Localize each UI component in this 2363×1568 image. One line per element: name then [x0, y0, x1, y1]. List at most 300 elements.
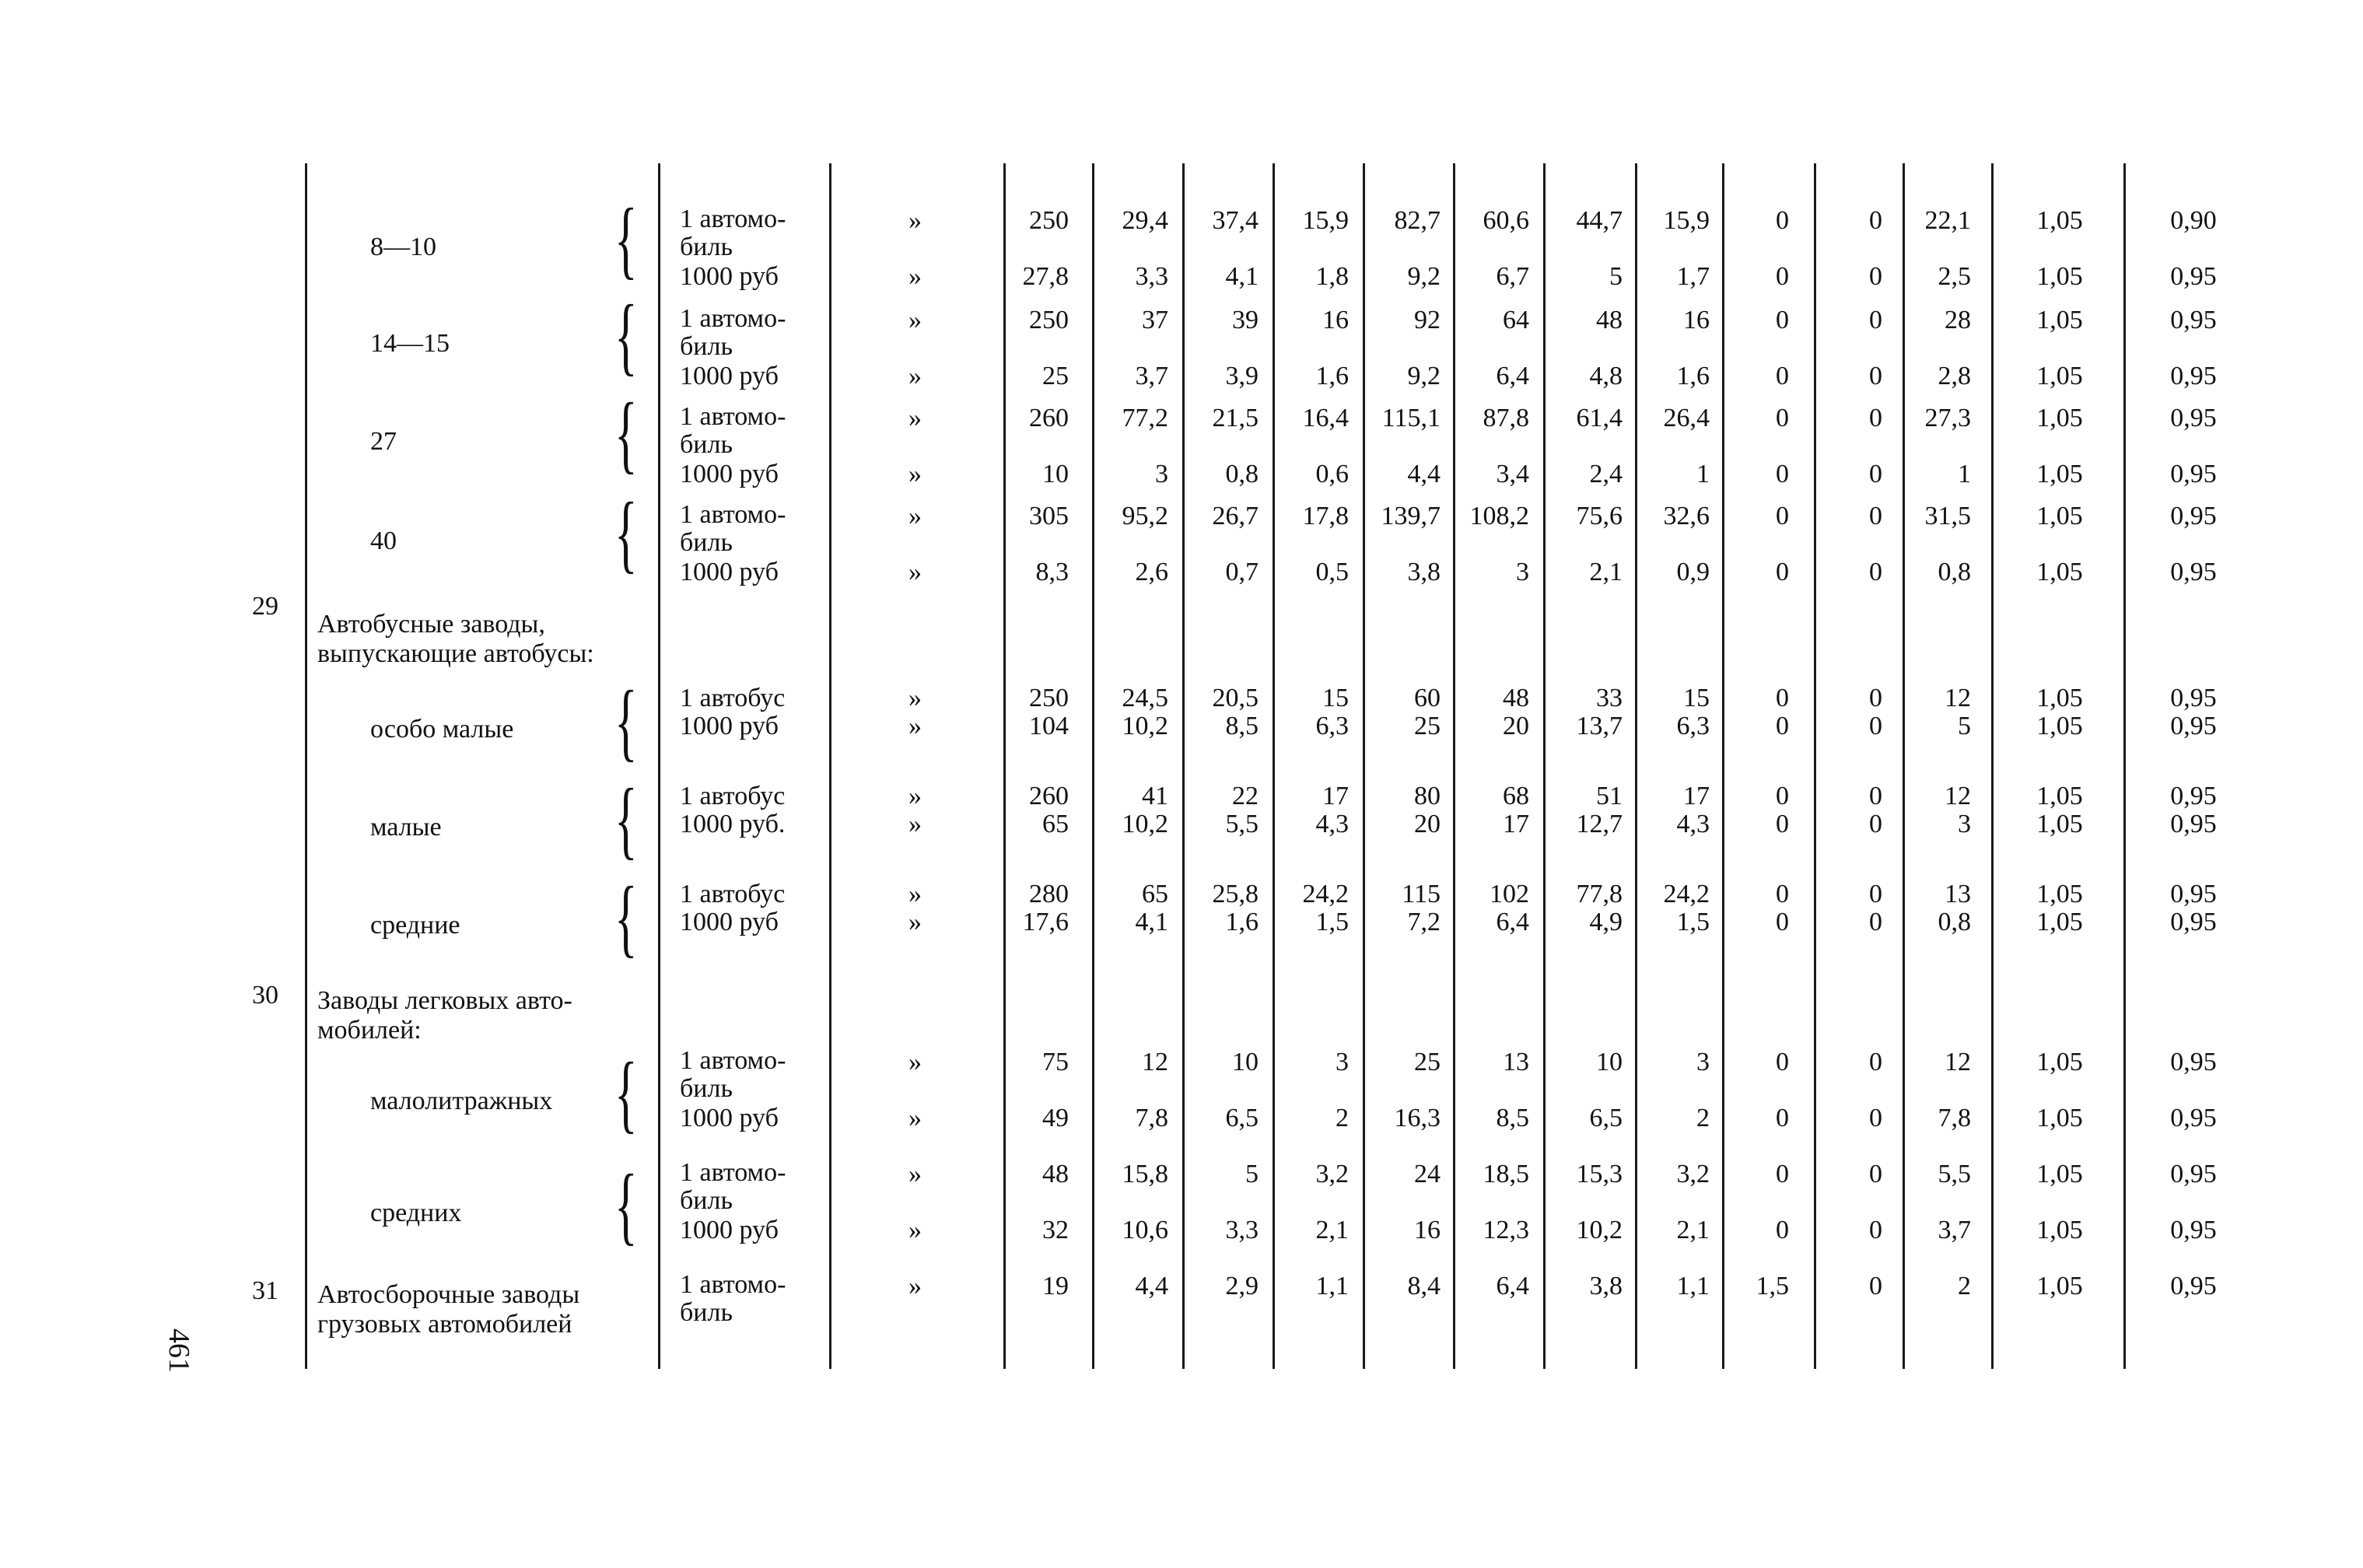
value-cell: 41: [1142, 782, 1168, 810]
value-cell: 3,2: [1315, 1160, 1349, 1188]
value-cell: 65: [1142, 880, 1168, 908]
value-cell: 2,1: [1676, 1216, 1710, 1244]
value-cell: 4,9: [1589, 908, 1623, 936]
unit-cell: 1 автомо- биль: [680, 304, 786, 361]
value-cell: 3,4: [1496, 460, 1529, 488]
column-rule: [2123, 163, 2126, 1369]
value-cell: 0: [1776, 262, 1789, 291]
value-cell: 0: [1776, 1104, 1789, 1132]
value-cell: 1,5: [1676, 908, 1710, 936]
value-cell: 0: [1776, 810, 1789, 838]
subrow-label: средних: [370, 1199, 462, 1227]
value-cell: 0: [1869, 1048, 1882, 1076]
unit-cell: 1000 руб: [680, 712, 779, 740]
value-cell: 6,7: [1496, 262, 1529, 291]
value-cell: 115: [1402, 880, 1441, 908]
subrow-label: малолитражных: [370, 1087, 553, 1115]
value-cell: 15,3: [1576, 1160, 1623, 1188]
value-cell: 1,05: [2036, 1104, 2083, 1132]
value-cell: 77,2: [1122, 404, 1168, 432]
value-cell: 0: [1869, 880, 1882, 908]
value-cell: 75: [1042, 1048, 1069, 1076]
value-cell: 1,05: [2036, 782, 2083, 810]
value-cell: 48: [1042, 1160, 1069, 1188]
value-cell: 0: [1869, 502, 1882, 530]
unit-cell: 1000 руб: [680, 460, 779, 488]
value-cell: 65: [1042, 810, 1069, 838]
value-cell: 0,95: [2170, 404, 2217, 432]
brace-glyph: {: [614, 1157, 638, 1254]
value-cell: 1,05: [2036, 908, 2083, 936]
value-cell: 37: [1142, 306, 1168, 334]
value-cell: 16: [1414, 1216, 1441, 1244]
value-cell: 9,2: [1407, 362, 1441, 390]
value-cell: 2: [1958, 1272, 1971, 1300]
value-cell: 6,4: [1496, 1272, 1529, 1300]
value-cell: 6,3: [1676, 712, 1710, 740]
value-cell: 0,95: [2170, 1048, 2217, 1076]
value-cell: 7,8: [1135, 1104, 1168, 1132]
row-number: 31: [252, 1276, 278, 1305]
value-cell: 3: [1958, 810, 1971, 838]
value-cell: 44,7: [1576, 206, 1623, 235]
value-cell: 25,8: [1212, 880, 1259, 908]
unit-cell: 1 автомо- биль: [680, 1046, 786, 1103]
value-cell: 1,8: [1315, 262, 1349, 291]
value-cell: 1: [1696, 460, 1710, 488]
ditto-mark: »: [908, 1272, 922, 1300]
value-cell: 80: [1414, 782, 1441, 810]
subrow-label: 14—15: [370, 329, 450, 358]
value-cell: 10,6: [1122, 1216, 1168, 1244]
value-cell: 3,3: [1225, 1216, 1259, 1244]
value-cell: 2,8: [1938, 362, 1971, 390]
subrow-label: 40: [370, 527, 397, 555]
value-cell: 1,05: [2036, 306, 2083, 334]
value-cell: 4,4: [1135, 1272, 1168, 1300]
value-cell: 12,3: [1483, 1216, 1529, 1244]
value-cell: 0: [1869, 908, 1882, 936]
value-cell: 0: [1869, 1216, 1882, 1244]
group-heading: Автосборочные заводы грузовых автомобилей: [317, 1280, 580, 1339]
value-cell: 18,5: [1483, 1160, 1529, 1188]
value-cell: 8,5: [1225, 712, 1259, 740]
brace-glyph: {: [614, 1045, 638, 1142]
value-cell: 1,05: [2036, 810, 2083, 838]
value-cell: 0,9: [1676, 558, 1710, 586]
ditto-mark: »: [908, 712, 922, 740]
value-cell: 25: [1414, 712, 1441, 740]
value-cell: 250: [1029, 306, 1069, 334]
column-rule: [305, 163, 307, 1369]
value-cell: 0,8: [1938, 558, 1971, 586]
value-cell: 1,05: [2036, 404, 2083, 432]
value-cell: 1,05: [2036, 460, 2083, 488]
value-cell: 0: [1869, 684, 1882, 712]
value-cell: 2,6: [1135, 558, 1168, 586]
value-cell: 13,7: [1576, 712, 1623, 740]
value-cell: 75,6: [1576, 502, 1623, 530]
value-cell: 0: [1869, 712, 1882, 740]
value-cell: 0: [1869, 306, 1882, 334]
unit-cell: 1 автобус: [680, 684, 786, 712]
value-cell: 6,5: [1589, 1104, 1623, 1132]
unit-cell: 1000 руб: [680, 1216, 779, 1244]
unit-cell: 1 автобус: [680, 782, 786, 810]
value-cell: 0,95: [2170, 306, 2217, 334]
value-cell: 33: [1596, 684, 1623, 712]
ditto-mark: »: [908, 1104, 922, 1132]
value-cell: 32: [1042, 1216, 1069, 1244]
value-cell: 2,1: [1589, 558, 1623, 586]
value-cell: 3: [1696, 1048, 1710, 1076]
value-cell: 12,7: [1576, 810, 1623, 838]
value-cell: 0,7: [1225, 558, 1259, 586]
value-cell: 0: [1869, 460, 1882, 488]
value-cell: 8,5: [1496, 1104, 1529, 1132]
value-cell: 0: [1776, 558, 1789, 586]
value-cell: 15,9: [1302, 206, 1349, 235]
value-cell: 1,6: [1315, 362, 1349, 390]
brace-glyph: {: [614, 674, 638, 770]
row-number: 30: [252, 981, 278, 1010]
value-cell: 24,2: [1663, 880, 1710, 908]
value-cell: 0: [1869, 782, 1882, 810]
group-heading: Автобусные заводы, выпускающие автобусы:: [317, 610, 594, 668]
value-cell: 0: [1869, 206, 1882, 235]
value-cell: 25: [1042, 362, 1069, 390]
subrow-label: 8—10: [370, 233, 436, 261]
value-cell: 16,3: [1394, 1104, 1441, 1132]
column-rule: [829, 163, 831, 1369]
ditto-mark: »: [908, 502, 922, 530]
value-cell: 21,5: [1212, 404, 1259, 432]
ditto-mark: »: [908, 1160, 922, 1188]
value-cell: 15,8: [1122, 1160, 1168, 1188]
value-cell: 12: [1142, 1048, 1168, 1076]
value-cell: 3,7: [1135, 362, 1168, 390]
unit-cell: 1000 руб.: [680, 810, 786, 838]
unit-cell: 1000 руб: [680, 1104, 779, 1132]
value-cell: 12: [1945, 684, 1971, 712]
value-cell: 4,3: [1676, 810, 1710, 838]
ditto-mark: »: [908, 362, 922, 390]
value-cell: 0: [1776, 908, 1789, 936]
value-cell: 1,05: [2036, 1216, 2083, 1244]
value-cell: 3,9: [1225, 362, 1259, 390]
value-cell: 24,5: [1122, 684, 1168, 712]
value-cell: 1,1: [1676, 1272, 1710, 1300]
value-cell: 1: [1958, 460, 1971, 488]
value-cell: 5: [1245, 1160, 1259, 1188]
value-cell: 29,4: [1122, 206, 1168, 235]
value-cell: 0,95: [2170, 502, 2217, 530]
value-cell: 3: [1336, 1048, 1349, 1076]
ditto-mark: »: [908, 262, 922, 291]
value-cell: 1,05: [2036, 880, 2083, 908]
value-cell: 250: [1029, 206, 1069, 235]
value-cell: 17: [1503, 810, 1529, 838]
value-cell: 15: [1683, 684, 1710, 712]
value-cell: 104: [1029, 712, 1069, 740]
value-cell: 102: [1490, 880, 1529, 908]
value-cell: 49: [1042, 1104, 1069, 1132]
value-cell: 10: [1596, 1048, 1623, 1076]
value-cell: 4,4: [1407, 460, 1441, 488]
value-cell: 28: [1945, 306, 1971, 334]
ditto-mark: »: [908, 782, 922, 810]
value-cell: 20: [1414, 810, 1441, 838]
value-cell: 5: [1958, 712, 1971, 740]
unit-cell: 1000 руб: [680, 262, 779, 291]
value-cell: 1,1: [1315, 1272, 1349, 1300]
value-cell: 6,5: [1225, 1104, 1259, 1132]
value-cell: 260: [1029, 782, 1069, 810]
value-cell: 92: [1414, 306, 1441, 334]
value-cell: 139,7: [1381, 502, 1441, 530]
value-cell: 77,8: [1576, 880, 1623, 908]
ditto-mark: »: [908, 810, 922, 838]
value-cell: 60: [1414, 684, 1441, 712]
value-cell: 0,95: [2170, 712, 2217, 740]
value-cell: 1,5: [1315, 908, 1349, 936]
value-cell: 60,6: [1483, 206, 1529, 235]
value-cell: 2,9: [1225, 1272, 1259, 1300]
value-cell: 1,6: [1225, 908, 1259, 936]
value-cell: 0: [1869, 558, 1882, 586]
value-cell: 0: [1776, 404, 1789, 432]
value-cell: 20,5: [1212, 684, 1259, 712]
value-cell: 1,05: [2036, 1160, 2083, 1188]
value-cell: 4,3: [1315, 810, 1349, 838]
subrow-label: 27: [370, 427, 397, 456]
value-cell: 0,8: [1225, 460, 1259, 488]
value-cell: 0: [1869, 362, 1882, 390]
value-cell: 95,2: [1122, 502, 1168, 530]
ditto-mark: »: [908, 460, 922, 488]
ditto-mark: »: [908, 404, 922, 432]
value-cell: 1,7: [1676, 262, 1710, 291]
ditto-mark: »: [908, 306, 922, 334]
value-cell: 64: [1503, 306, 1529, 334]
value-cell: 0,90: [2170, 206, 2217, 235]
value-cell: 10,2: [1576, 1216, 1623, 1244]
brace-glyph: {: [614, 288, 638, 384]
unit-cell: 1000 руб: [680, 908, 779, 936]
ditto-mark: »: [908, 558, 922, 586]
value-cell: 22: [1232, 782, 1259, 810]
value-cell: 0: [1776, 1216, 1789, 1244]
value-cell: 0: [1776, 712, 1789, 740]
value-cell: 0: [1776, 1048, 1789, 1076]
value-cell: 27,3: [1924, 404, 1971, 432]
value-cell: 0,95: [2170, 362, 2217, 390]
value-cell: 48: [1596, 306, 1623, 334]
value-cell: 0,95: [2170, 1104, 2217, 1132]
value-cell: 2,1: [1315, 1216, 1349, 1244]
value-cell: 16: [1683, 306, 1710, 334]
value-cell: 61,4: [1576, 404, 1623, 432]
value-cell: 24,2: [1302, 880, 1349, 908]
value-cell: 0,6: [1315, 460, 1349, 488]
value-cell: 32,6: [1663, 502, 1710, 530]
value-cell: 5,5: [1225, 810, 1259, 838]
value-cell: 1,05: [2036, 558, 2083, 586]
value-cell: 17,6: [1022, 908, 1069, 936]
value-cell: 0: [1776, 460, 1789, 488]
value-cell: 10: [1042, 460, 1069, 488]
group-heading: Заводы легковых авто- мобилей:: [317, 986, 572, 1045]
value-cell: 108,2: [1469, 502, 1529, 530]
value-cell: 2: [1336, 1104, 1349, 1132]
value-cell: 13: [1945, 880, 1971, 908]
value-cell: 0,95: [2170, 262, 2217, 291]
value-cell: 1,05: [2036, 502, 2083, 530]
subrow-label: малые: [370, 813, 442, 842]
value-cell: 7,8: [1938, 1104, 1971, 1132]
value-cell: 6,4: [1496, 362, 1529, 390]
unit-cell: 1 автомо- биль: [680, 1158, 786, 1215]
value-cell: 3,8: [1589, 1272, 1623, 1300]
value-cell: 16: [1322, 306, 1349, 334]
value-cell: 27,8: [1022, 262, 1069, 291]
unit-cell: 1 автомо- биль: [680, 402, 786, 459]
value-cell: 4,1: [1225, 262, 1259, 291]
ditto-mark: »: [908, 1048, 922, 1076]
value-cell: 26,7: [1212, 502, 1259, 530]
value-cell: 8,4: [1407, 1272, 1441, 1300]
value-cell: 39: [1232, 306, 1259, 334]
value-cell: 0,95: [2170, 880, 2217, 908]
value-cell: 19: [1042, 1272, 1069, 1300]
value-cell: 0: [1776, 362, 1789, 390]
value-cell: 48: [1503, 684, 1529, 712]
unit-cell: 1000 руб: [680, 558, 779, 586]
value-cell: 0,95: [2170, 1160, 2217, 1188]
value-cell: 17,8: [1302, 502, 1349, 530]
value-cell: 13: [1503, 1048, 1529, 1076]
value-cell: 10: [1232, 1048, 1259, 1076]
unit-cell: 1 автомо- биль: [680, 1270, 786, 1327]
ditto-mark: »: [908, 206, 922, 235]
value-cell: 1,05: [2036, 684, 2083, 712]
value-cell: 16,4: [1302, 404, 1349, 432]
value-cell: 0: [1776, 206, 1789, 235]
ditto-mark: »: [908, 880, 922, 908]
value-cell: 26,4: [1663, 404, 1710, 432]
value-cell: 0,95: [2170, 810, 2217, 838]
value-cell: 0: [1776, 684, 1789, 712]
value-cell: 31,5: [1924, 502, 1971, 530]
value-cell: 260: [1029, 404, 1069, 432]
value-cell: 24: [1414, 1160, 1441, 1188]
value-cell: 1,05: [2036, 206, 2083, 235]
page-number: 461: [163, 1328, 195, 1373]
value-cell: 1,6: [1676, 362, 1710, 390]
value-cell: 305: [1029, 502, 1069, 530]
value-cell: 0: [1869, 404, 1882, 432]
value-cell: 12: [1945, 782, 1971, 810]
value-cell: 10,2: [1122, 810, 1168, 838]
value-cell: 250: [1029, 684, 1069, 712]
value-cell: 3: [1516, 558, 1529, 586]
value-cell: 0: [1869, 810, 1882, 838]
value-cell: 3,7: [1938, 1216, 1971, 1244]
unit-cell: 1 автомо- биль: [680, 500, 786, 557]
value-cell: 68: [1503, 782, 1529, 810]
value-cell: 51: [1596, 782, 1623, 810]
value-cell: 1,05: [2036, 712, 2083, 740]
subrow-label: средние: [370, 911, 460, 940]
value-cell: 3,2: [1676, 1160, 1710, 1188]
column-rule: [658, 163, 660, 1369]
value-cell: 0: [1776, 880, 1789, 908]
value-cell: 37,4: [1212, 206, 1259, 235]
value-cell: 0,95: [2170, 1216, 2217, 1244]
value-cell: 0,5: [1315, 558, 1349, 586]
value-cell: 15,9: [1663, 206, 1710, 235]
value-cell: 1,05: [2036, 1272, 2083, 1300]
unit-cell: 1000 руб: [680, 362, 779, 390]
value-cell: 0,95: [2170, 1272, 2217, 1300]
value-cell: 20: [1503, 712, 1529, 740]
column-rule: [1991, 163, 1994, 1369]
value-cell: 6,4: [1496, 908, 1529, 936]
value-cell: 0,95: [2170, 782, 2217, 810]
value-cell: 3,3: [1135, 262, 1168, 291]
value-cell: 4,8: [1589, 362, 1623, 390]
value-cell: 6,3: [1315, 712, 1349, 740]
brace-glyph: {: [614, 772, 638, 868]
brace-glyph: {: [614, 191, 638, 288]
value-cell: 3,8: [1407, 558, 1441, 586]
value-cell: 0: [1776, 306, 1789, 334]
ditto-mark: »: [908, 684, 922, 712]
value-cell: 0: [1869, 262, 1882, 291]
value-cell: 1,5: [1756, 1272, 1789, 1300]
value-cell: 10,2: [1122, 712, 1168, 740]
value-cell: 8,3: [1035, 558, 1069, 586]
brace-glyph: {: [614, 386, 638, 482]
value-cell: 7,2: [1407, 908, 1441, 936]
value-cell: 25: [1414, 1048, 1441, 1076]
value-cell: 22,1: [1924, 206, 1971, 235]
value-cell: 0: [1869, 1160, 1882, 1188]
value-cell: 0,95: [2170, 908, 2217, 936]
value-cell: 0: [1869, 1104, 1882, 1132]
value-cell: 3: [1155, 460, 1168, 488]
value-cell: 0,95: [2170, 558, 2217, 586]
unit-cell: 1 автомо- биль: [680, 205, 786, 261]
value-cell: 5: [1609, 262, 1623, 291]
value-cell: 0: [1776, 782, 1789, 810]
value-cell: 87,8: [1483, 404, 1529, 432]
value-cell: 0: [1869, 1272, 1882, 1300]
brace-glyph: {: [614, 870, 638, 966]
value-cell: 9,2: [1407, 262, 1441, 291]
value-cell: 2: [1696, 1104, 1710, 1132]
value-cell: 15: [1322, 684, 1349, 712]
value-cell: 0,95: [2170, 460, 2217, 488]
value-cell: 1,05: [2036, 262, 2083, 291]
value-cell: 1,05: [2036, 1048, 2083, 1076]
value-cell: 0: [1776, 1160, 1789, 1188]
value-cell: 0,8: [1938, 908, 1971, 936]
unit-cell: 1 автобус: [680, 880, 786, 908]
subrow-label: особо малые: [370, 715, 514, 744]
brace-glyph: {: [614, 485, 638, 582]
value-cell: 280: [1029, 880, 1069, 908]
